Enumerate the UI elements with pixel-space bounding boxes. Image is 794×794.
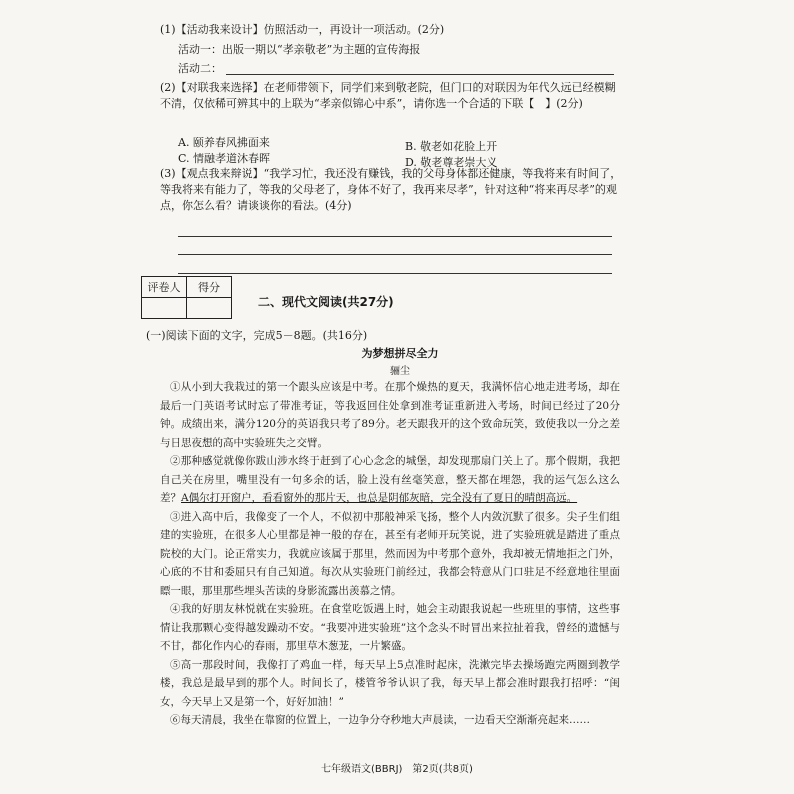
reviewer-header: 评卷人 — [142, 277, 187, 298]
paragraph-3: ③进入高中后，我像变了一个人，不似初中那般神采飞扬，整个人内敛沉默了很多。尖子生们组建的实验班，在很多人心里都是神一般的存在，甚至有老师开玩笑说，进了实验班就是踏进了重点院校的大门。论正常实力，我就应该属于那里，然而因为中考那个意外，我却被无情地拒之门外，心底的不甘和委屈只有自己知道。每次从实验班门前经过，我都会特意从门口驻足不经意地往里面瞟一眼，那里那些埋头苦读的身影流露出羡慕之情。 — [160, 510, 620, 597]
q1-answer-line[interactable] — [226, 74, 614, 75]
q3-answer-line-2[interactable] — [178, 254, 612, 255]
q1-label: (1)【活动我来设计】仿照活动一，再设计一项活动。(2分) — [160, 23, 445, 36]
paragraph-1: ①从小到大我栽过的第一个跟头应该是中考。在那个燥热的夏天，我满怀信心地走进考场，却在最后一门英语考试时忘了带准考证，等我返回住处拿到准考证重新进入考场，时间已经过了20分钟。成绩出来，满分120分的英语我只考了89分。老天跟我开的这个致命玩笑，致使我以一分之差与日思夜想的高中实验班失之交臂。 — [160, 381, 620, 449]
paragraph-2 — [160, 452, 620, 508]
reading-body — [160, 378, 620, 730]
paragraph-5: ⑤高一那段时间，我像打了鸡血一样，每天早上5点准时起床，洗漱完毕去操场跑完两圈到教学楼，我总是最早到的那个人。时间长了，楼管爷爷认识了我，每天早上都会准时跟我打招呼：“闺女，今天早上又是第一个，好好加油！” — [160, 658, 620, 708]
score-cell[interactable] — [187, 298, 232, 319]
q3-answer-line-3[interactable] — [178, 273, 612, 274]
q2-option-b[interactable]: B. 敬老如花脸上开 — [405, 140, 498, 153]
q3-answer-line-1[interactable] — [178, 236, 612, 237]
q2-option-a[interactable]: A. 颐养春风拂面来 — [178, 136, 270, 149]
q1-activity-2-label: 活动二： — [178, 62, 222, 75]
reading-title: 为梦想拼尽全力 — [361, 347, 439, 360]
score-table — [141, 276, 232, 319]
underlined-sentence-a: A偶尔打开窗户，看看窗外的那片天，也总是阴郁灰暗，完全没有了夏日的晴朗高远。 — [181, 492, 578, 504]
paragraph-4: ④我的好朋友林悦就在实验班。在食堂吃饭遇上时，她会主动跟我说起一些班里的事情，这些事情让我那颗心变得越发躁动不安。“我要冲进实验班”这个念头不时冒出来拉扯着我，曾经的遗憾与不甘，都化作内心的春雨，那里草木葱茏，一片繁盛。 — [160, 603, 620, 652]
paragraph-6: ⑥每天清晨，我坐在靠窗的位置上，一边争分夺秒地大声晨读，一边看天空渐渐亮起来…… — [170, 714, 590, 726]
q2-option-c[interactable]: C. 情融孝道沐春晖 — [178, 152, 271, 165]
page-footer: 七年级语文(BBRJ) 第2页(共8页) — [321, 764, 473, 775]
score-header: 得分 — [187, 277, 232, 298]
section-title: 二、现代文阅读(共27分) — [258, 295, 394, 309]
q2-text: (2)【对联我来选择】在老师带领下，同学们来到敬老院，但门口的对联因为年代久远已经模糊不清，仅依稀可辨其中的上联为“孝亲似锦心中系”，请你选一个合适的下联【 】(2分) — [160, 81, 616, 110]
q2-option-d[interactable]: D. 敬老尊老崇大义 — [405, 156, 498, 169]
reviewer-cell[interactable] — [142, 298, 187, 319]
reading-author: 骊尘 — [390, 366, 410, 377]
q1-activity-1: 活动一：出版一期以“孝亲敬老”为主题的宣传海报 — [178, 43, 421, 56]
reading-intro: (一)阅读下面的文字，完成5－8题。(共16分) — [146, 329, 368, 342]
paragraph-2-text: ②那种感觉就像你跋山涉水终于赶到了心心念念的城堡，却发现那扇门关上了。那个假期，我把自己关在房里，嘴里没有一句多余的话，脸上没有丝毫笑意，整天都在埋怨，我的运气怎么这么差？ — [160, 455, 620, 504]
q3-text: (3)【观点我来辩说】“我学习忙，我还没有赚钱，我的父母身体都还健康，等我将来有时间了，等我将来有能力了，等我的父母老了，身体不好了，我再来尽孝”，针对这种“将来再尽孝”的观点，你怎么看？请谈谈你的看法。(4分) — [160, 167, 622, 212]
